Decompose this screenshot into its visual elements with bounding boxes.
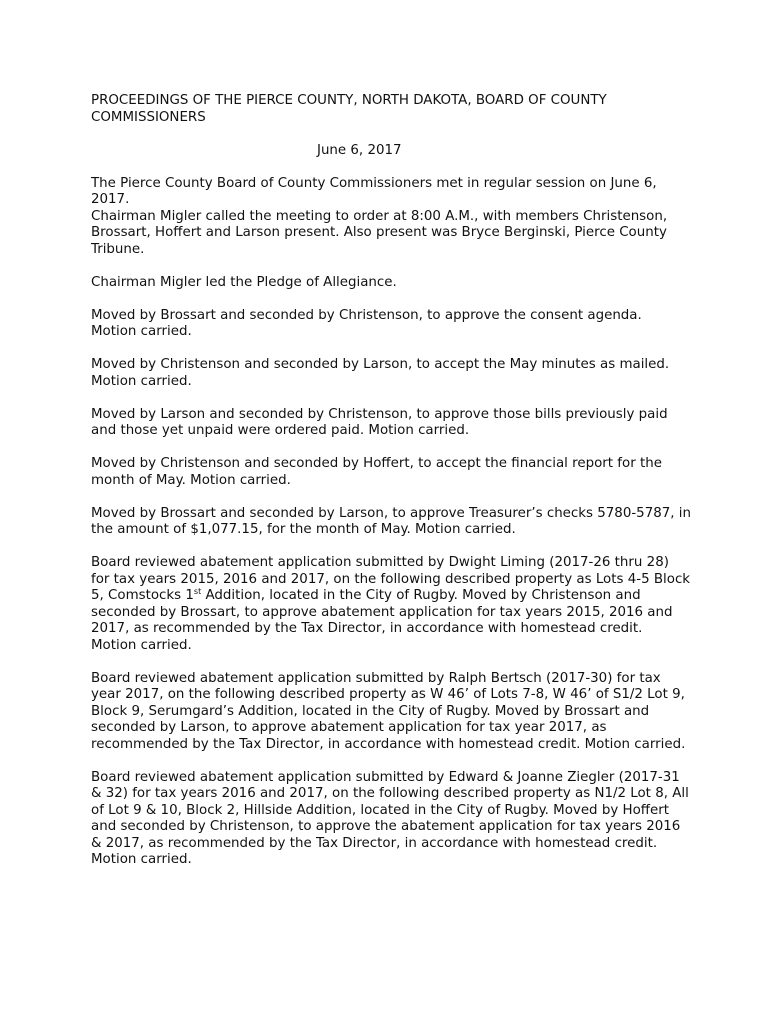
document-title: PROCEEDINGS OF THE PIERCE COUNTY, NORTH DAKOTA, BOARD OF COUNTY COMMISSIONERS bbox=[91, 93, 607, 125]
abatement-liming-text-start: Board reviewed abatement application submitted by Dwight Liming (2017-26 thru 28) for tax years 2015, 2016 and 2017, on the following described property as Lots 4-5 Block 5, Comstocks 1 bbox=[91, 555, 691, 603]
motion-financial-report: Moved by Christenson and seconded by Hoffert, to accept the financial report for the month of May. Motion carried. bbox=[91, 456, 662, 488]
session-statement: The Pierce County Board of County Commissioners met in regular session on June 6, 2017. bbox=[91, 175, 657, 207]
intro-paragraph bbox=[91, 176, 691, 259]
abatement-bertsch-paragraph: Board reviewed abatement application submitted by Ralph Bertsch (2017-30) for tax year 2017, on the following described property as W 46’ of Lots 7-8, W 46’ of S1/2 Lot 9, Block 9, Serumgard’s Addition, located in the City of Rugby. Moved by Brossart and seconded by Larson, to approve abatement application for tax year 2017, as recommended by the Tax Director, in accordance with homestead credit. Motion carried. bbox=[91, 670, 686, 752]
motion-bills: Moved by Larson and seconded by Christenson, to approve those bills previously paid and those yet unpaid were ordered paid. Motion carried. bbox=[91, 406, 668, 438]
abatement-ziegler-paragraph: Board reviewed abatement application submitted by Edward & Joanne Ziegler (2017-31 & 32) for tax years 2016 and 2017, on the following described property as N1/2 Lot 8, All of Lot 9 & 10, Block 2, Hillside Addition, located in the City of Rugby. Moved by Hoffert and seconded by Christenson, to approve the abatement application for tax years 2016 & 2017, as recommended by the Tax Director, in accordance with homestead credit. Motion carried. bbox=[91, 769, 689, 867]
meeting-date: June 6, 2017 bbox=[317, 142, 402, 158]
motion-minutes: Moved by Christenson and seconded by Larson, to accept the May minutes as mailed. Motion carried. bbox=[91, 357, 670, 389]
motion-treasurer-checks: Moved by Brossart and seconded by Larson, to approve Treasurer’s checks 5780-5787, in the amount of $1,077.15, for the month of May. Motion carried. bbox=[91, 505, 691, 537]
abatement-liming-text-end: Addition, located in the City of Rugby. Moved by Christenson and seconded by Brossart, to approve abatement application for tax years 2015, 2016 and 2017, as recommended by the Tax Director, in accordance with homestead credit. Motion carried. bbox=[91, 588, 673, 653]
pledge-paragraph: Chairman Migler led the Pledge of Allegiance. bbox=[91, 274, 397, 290]
abatement-liming-paragraph bbox=[91, 555, 691, 654]
motion-consent-agenda: Moved by Brossart and seconded by Christenson, to approve the consent agenda. Motion carried. bbox=[91, 307, 642, 339]
ordinal-suffix: st bbox=[193, 587, 202, 596]
document-page bbox=[91, 93, 691, 869]
call-to-order-statement: Chairman Migler called the meeting to order at 8:00 A.M., with members Christenson, Brossart, Hoffert and Larson present. Also present was Bryce Berginski, Pierce County Tribune. bbox=[91, 208, 668, 257]
